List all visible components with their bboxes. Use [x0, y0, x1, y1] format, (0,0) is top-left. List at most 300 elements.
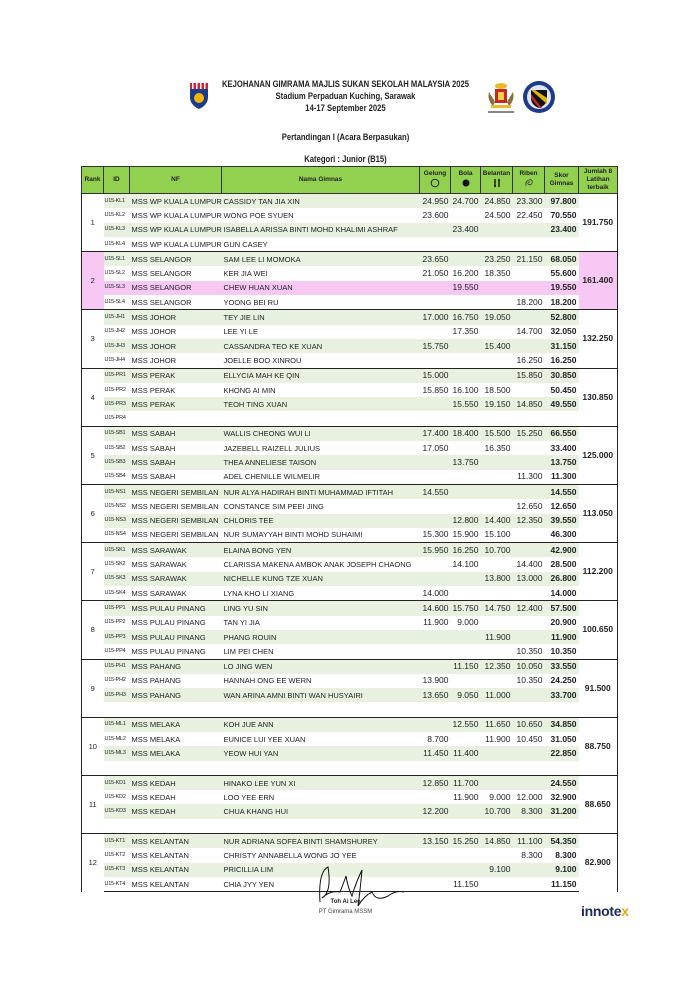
name-cell: SAM LEE LI MOMOKA: [222, 252, 420, 267]
bola-cell: 9.050: [451, 688, 481, 702]
skor-cell: 14.000: [545, 586, 579, 601]
riben-cell: [513, 863, 545, 877]
table-row: [82, 601, 618, 616]
skor-cell: 12.650: [550, 500, 577, 511]
signatory-role: PT Gimrama MSSM: [318, 909, 373, 915]
skor-cell: [545, 761, 579, 776]
ribbon-icon: [524, 178, 534, 188]
riben-cell: [513, 455, 545, 469]
belantan-cell: [481, 616, 513, 630]
col-header-bola: [451, 167, 481, 194]
ball-icon: [461, 178, 471, 188]
name-cell: GUN CASEY: [222, 237, 420, 252]
skor-cell: 33.400: [550, 442, 577, 453]
skor-cell: 34.850: [545, 717, 579, 732]
nf-cell: [130, 819, 222, 834]
table-row: [82, 761, 618, 776]
gelung-cell: [420, 877, 451, 892]
name-cell: ELLYCIA MAH KE QIN: [222, 368, 420, 383]
id-cell: [104, 819, 130, 834]
nf-cell: MSS PAHANG: [131, 676, 181, 686]
table-row: [82, 397, 618, 411]
id-cell: U15-KT4: [104, 877, 130, 892]
table-row: [82, 339, 618, 353]
belantan-cell: [481, 674, 513, 688]
belantan-label: Belantan: [482, 169, 511, 177]
name-cell: WALLIS CHEONG WUI LI: [222, 426, 420, 441]
skor-cell: 28.500: [550, 559, 577, 570]
table-row: [82, 586, 618, 601]
name-cell: YOONG BEI RU: [222, 295, 420, 310]
name-cell: ELAINA BONG YEN: [222, 543, 420, 558]
table-row: [82, 353, 618, 368]
riben-cell: 14.850: [513, 397, 545, 411]
riben-cell: 12.350: [513, 514, 545, 528]
gelung-cell: [420, 848, 451, 862]
bola-cell: [451, 804, 481, 818]
clubs-icon: [492, 178, 502, 188]
table-row: [82, 441, 618, 455]
table-row: [82, 688, 618, 702]
name-cell: [222, 761, 420, 776]
gelung-cell: [420, 790, 451, 804]
gelung-cell: 13.650: [420, 688, 451, 702]
id-cell: U15-SB4: [104, 470, 130, 485]
gelung-cell: [420, 514, 451, 528]
bola-cell: [451, 353, 481, 368]
nf-cell: MSS JOHOR: [130, 339, 222, 353]
gelung-cell: 15.300: [420, 528, 451, 543]
bola-cell: 23.400: [451, 223, 481, 237]
table-row: [82, 819, 618, 834]
id-cell: U15-KL4: [104, 237, 130, 252]
nf-cell: MSS KELANTAN: [130, 863, 222, 877]
table-row: [82, 368, 618, 383]
team-block: [82, 543, 618, 601]
nf-cell: MSS SELANGOR: [130, 252, 222, 267]
belantan-cell: [481, 470, 513, 485]
belantan-cell: [481, 484, 513, 499]
nf-cell: MSS JOHOR: [131, 327, 177, 337]
id-cell: U15-KD3: [104, 804, 130, 818]
skor-cell: [545, 237, 579, 252]
table-row: [82, 616, 618, 630]
belantan-cell: 19.150: [481, 397, 513, 411]
belantan-cell: 18.350: [484, 268, 511, 279]
bola-cell: 17.350: [452, 326, 479, 337]
table-row: [82, 543, 618, 558]
id-cell: U15-PH2: [104, 677, 126, 684]
bola-cell: 19.550: [451, 281, 481, 295]
name-cell: LING YU SIN: [222, 601, 420, 616]
team-total-cell: 88.750: [579, 717, 618, 775]
gelung-cell: [420, 411, 451, 426]
belantan-cell: 11.900: [485, 733, 511, 744]
id-cell: U15-JH1: [104, 310, 130, 325]
gelung-cell: [420, 353, 451, 368]
bola-cell: [451, 630, 481, 644]
bola-cell: [451, 295, 481, 310]
nf-cell: MSS PERAK: [130, 368, 222, 383]
team-block: [82, 717, 618, 775]
bola-cell: 11.150: [451, 877, 481, 892]
belantan-cell: 14.750: [481, 601, 513, 616]
riben-cell: 15.850: [513, 368, 545, 383]
riben-cell: 8.300: [513, 804, 545, 818]
skor-cell: 24.250: [550, 675, 577, 686]
id-cell: U15-SB1: [104, 426, 130, 441]
rank-cell: 7: [82, 543, 104, 601]
rank-cell: 8: [82, 601, 104, 659]
belantan-cell: 19.050: [481, 310, 513, 325]
gelung-cell: [420, 281, 451, 295]
gelung-cell: 14.000: [420, 586, 451, 601]
id-cell: U15-PR1: [104, 368, 130, 383]
riben-cell: 14.400: [516, 559, 543, 570]
bola-cell: [451, 761, 481, 776]
gelung-cell: [420, 223, 451, 237]
id-cell: U15-SL3: [104, 281, 130, 295]
skor-cell: 30.850: [545, 368, 579, 383]
id-cell: U15-PR3: [104, 397, 130, 411]
skor-cell: 33.550: [545, 659, 579, 674]
name-cell: TEOH TING XUAN: [222, 397, 420, 411]
skor-cell: 26.800: [545, 572, 579, 586]
riben-cell: 11.100: [513, 834, 545, 849]
nf-cell: MSS SABAH: [130, 470, 222, 485]
belantan-cell: [481, 746, 513, 760]
name-cell: JOELLE BOO XINROU: [222, 353, 420, 368]
skor-cell: 19.550: [545, 281, 579, 295]
riben-cell: [513, 266, 545, 280]
signatory-name: Toh Ai Lee: [330, 899, 361, 905]
nf-cell: MSS PULAU PINANG: [130, 644, 222, 659]
belantan-cell: [481, 455, 513, 469]
col-header-gelung: [420, 167, 451, 194]
table-row: [82, 484, 618, 499]
col-header-total: Jumlah 8 Latihan terbaik: [579, 167, 618, 194]
riben-cell: 16.250: [513, 353, 545, 368]
skor-cell: 32.050: [550, 326, 577, 337]
skor-cell: 16.250: [545, 353, 579, 368]
belantan-cell: 12.350: [481, 659, 513, 674]
nf-cell: MSS SARAWAK: [130, 586, 222, 601]
belantan-cell: 15.400: [481, 339, 513, 353]
gelung-cell: 12.850: [420, 775, 451, 790]
nf-cell: MSS WP KUALA LUMPUR: [130, 237, 222, 252]
id-cell: U15-PH3: [104, 688, 130, 702]
skor-cell: 24.550: [545, 775, 579, 790]
table-header-row: [82, 167, 618, 194]
nf-cell: MSS NEGERI SEMBILAN: [130, 528, 222, 543]
name-cell: CLARISSA MAKENA AMBOK ANAK JOSEPH CHAONG: [223, 560, 412, 570]
bola-cell: [451, 863, 481, 877]
id-cell: [104, 761, 130, 776]
brand-main-text: innote: [581, 903, 622, 919]
riben-cell: [513, 281, 545, 295]
skor-cell: 97.800: [545, 194, 579, 209]
gelung-cell: 8.700: [427, 733, 449, 744]
bola-cell: [451, 819, 481, 834]
name-cell: HANNAH ONG EE WERN: [223, 676, 312, 686]
id-cell: U15-KT1: [104, 834, 130, 849]
riben-cell: 10.350: [516, 675, 543, 686]
table-row: [82, 630, 618, 644]
table-row: [82, 848, 618, 862]
team-block: [82, 659, 618, 717]
id-cell: U15-JH3: [104, 339, 130, 353]
bola-cell: [451, 586, 481, 601]
table-row: [82, 411, 618, 426]
nf-cell: MSS NEGERI SEMBILAN: [131, 501, 219, 511]
team-block: [82, 368, 618, 426]
belantan-cell: 23.250: [481, 252, 513, 267]
name-cell: HINAKO LEE YUN XI: [222, 775, 420, 790]
riben-cell: [513, 586, 545, 601]
team-total-cell: 191.750: [579, 194, 618, 252]
skor-cell: 11.300: [545, 470, 579, 485]
nf-cell: MSS SELANGOR: [131, 269, 192, 279]
nf-cell: MSS MELAKA: [131, 734, 181, 744]
riben-cell: 10.650: [513, 717, 545, 732]
skor-cell: 23.400: [545, 223, 579, 237]
riben-cell: 13.000: [513, 572, 545, 586]
name-cell: KHONG AI MIN: [223, 385, 276, 395]
bola-cell: 15.900: [451, 528, 481, 543]
id-cell: U15-JH2: [104, 328, 125, 335]
bola-cell: [451, 339, 481, 353]
skor-cell: 18.200: [545, 295, 579, 310]
nf-cell: MSS SELANGOR: [130, 281, 222, 295]
belantan-cell: [481, 325, 513, 339]
belantan-cell: [481, 353, 513, 368]
skor-cell: 70.550: [550, 209, 577, 220]
id-cell: U15-SB2: [104, 444, 126, 451]
bola-cell: 11.700: [451, 775, 481, 790]
gelung-cell: [420, 659, 451, 674]
nf-cell: MSS PERAK: [131, 385, 176, 395]
nf-cell: MSS PAHANG: [130, 659, 222, 674]
gelung-cell: [420, 470, 451, 485]
name-cell: TEY JIE LIN: [222, 310, 420, 325]
team-block: [82, 252, 618, 310]
skor-cell: 8.300: [555, 850, 577, 860]
bola-cell: 24.700: [451, 194, 481, 209]
name-cell: THEA ANNELIESE TAISON: [222, 455, 420, 469]
table-row: [82, 237, 618, 252]
skor-cell: 54.350: [545, 834, 579, 849]
nf-cell: MSS KELANTAN: [130, 834, 222, 849]
bola-cell: [451, 441, 481, 455]
name-cell: WAN ARINA AMNI BINTI WAN HUSYAIRI: [222, 688, 420, 702]
nf-cell: MSS SARAWAK: [130, 572, 222, 586]
gelung-cell: 23.600: [422, 209, 449, 220]
nf-cell: MSS WP KUALA LUMPUR: [130, 223, 222, 237]
belantan-cell: [481, 368, 513, 383]
gelung-cell: 15.750: [420, 339, 451, 353]
skor-cell: 31.200: [545, 804, 579, 818]
id-cell: U15-PP4: [104, 644, 130, 659]
id-cell: U15-KL3: [104, 223, 130, 237]
riben-cell: [513, 383, 545, 397]
belantan-cell: 15.100: [481, 528, 513, 543]
rank-cell: 5: [82, 426, 104, 484]
riben-cell: [513, 761, 545, 776]
gelung-cell: [420, 819, 451, 834]
name-cell: ADEL CHENILLE WILMELIR: [222, 470, 420, 485]
riben-cell: 12.650: [516, 500, 543, 511]
id-cell: U15-SK1: [104, 543, 130, 558]
name-cell: CHLORIS TEE: [222, 514, 420, 528]
bola-cell: [451, 674, 481, 688]
belantan-cell: [481, 877, 513, 892]
table-row: [82, 194, 618, 209]
riben-cell: 12.000: [516, 791, 543, 802]
nf-cell: MSS KEDAH: [131, 792, 176, 802]
rank-cell: 10: [82, 717, 104, 775]
skor-cell: 20.900: [550, 617, 577, 628]
team-total-cell: 82.900: [579, 834, 618, 892]
gelung-cell: 17.050: [422, 442, 449, 453]
name-cell: TAN YI JIA: [223, 618, 260, 628]
bola-cell: 9.000: [457, 617, 479, 628]
rank-cell: 4: [82, 368, 104, 426]
team-total-cell: 113.050: [579, 484, 618, 542]
team-total-cell: 161.400: [579, 252, 618, 310]
rank-cell: 3: [82, 310, 104, 368]
belantan-cell: 24.500: [484, 209, 511, 220]
col-header-id: ID: [104, 167, 130, 194]
table-row: [82, 266, 618, 280]
id-cell: U15-SK3: [104, 572, 130, 586]
team-total-cell: 88.650: [579, 775, 618, 833]
name-cell: PRICILLIA LIM: [222, 863, 420, 877]
event-venue: Stadium Perpaduan Kuching, Sarawak: [275, 91, 416, 101]
bola-cell: 12.800: [451, 514, 481, 528]
nf-cell: MSS SARAWAK: [131, 560, 187, 570]
bola-cell: [451, 470, 481, 485]
belantan-cell: [481, 775, 513, 790]
riben-cell: 21.150: [513, 252, 545, 267]
belantan-cell: [481, 644, 513, 659]
hoop-icon: [430, 178, 440, 188]
riben-cell: [513, 702, 545, 717]
table-row: [82, 572, 618, 586]
bola-cell: 13.750: [451, 455, 481, 469]
nf-cell: MSS PERAK: [130, 397, 222, 411]
bola-cell: 16.250: [451, 543, 481, 558]
name-cell: NUR SUMAYYAH BINTI MOHD SUHAIMI: [222, 528, 420, 543]
bola-cell: [451, 368, 481, 383]
id-cell: U15-SL4: [104, 295, 130, 310]
table-row: [82, 281, 618, 295]
riben-cell: 10.450: [516, 733, 543, 744]
riben-cell: [513, 484, 545, 499]
belantan-cell: [481, 848, 513, 862]
nf-cell: MSS JOHOR: [130, 353, 222, 368]
gelung-cell: 21.050: [422, 268, 449, 279]
name-cell: WONG POE SYUEN: [223, 210, 294, 220]
team-block: [82, 484, 618, 542]
skor-cell: 55.600: [550, 268, 577, 279]
bola-cell: 11.400: [451, 746, 481, 760]
table-row: [82, 674, 618, 688]
name-cell: LYNA KHO LI XIANG: [222, 586, 420, 601]
skor-cell: 9.100: [545, 863, 579, 877]
gelung-cell: 15.000: [420, 368, 451, 383]
bola-cell: 16.100: [452, 384, 479, 395]
name-cell: CONSTANCE SIM PEEI JING: [223, 501, 324, 511]
bola-cell: [451, 237, 481, 252]
gelung-cell: [420, 572, 451, 586]
belantan-cell: 15.500: [481, 426, 513, 441]
category-title: Kategori : Junior (B15): [304, 154, 387, 164]
belantan-cell: 14.850: [481, 834, 513, 849]
col-header-skor: Skor Gimnas: [545, 167, 579, 194]
table-row: [82, 455, 618, 469]
belantan-cell: [481, 819, 513, 834]
name-cell: CHIA JYY YEN: [222, 877, 420, 892]
table-row: [82, 702, 618, 717]
id-cell: U15-PH1: [104, 659, 130, 674]
gelung-cell: 11.900: [423, 617, 449, 628]
id-cell: U15-SL2: [104, 270, 125, 277]
bola-cell: [451, 572, 481, 586]
belantan-cell: [481, 295, 513, 310]
team-block: [82, 194, 618, 252]
team-total-cell: 130.850: [579, 368, 618, 426]
riben-cell: [513, 688, 545, 702]
gelung-cell: [420, 717, 451, 732]
team-total-cell: 91.500: [579, 659, 618, 717]
gelung-cell: 17.400: [420, 426, 451, 441]
skor-cell: 13.750: [545, 455, 579, 469]
nf-cell: MSS NEGERI SEMBILAN: [130, 514, 222, 528]
id-cell: U15-ML1: [104, 717, 130, 732]
belantan-cell: 10.700: [481, 804, 513, 818]
gelung-cell: [420, 499, 451, 513]
gelung-cell: 13.900: [422, 675, 449, 686]
belantan-cell: [481, 702, 513, 717]
riben-cell: 10.350: [513, 644, 545, 659]
nf-cell: [130, 411, 222, 426]
col-header-riben: [513, 167, 545, 194]
id-cell: U15-NS2: [104, 502, 126, 509]
bola-cell: [451, 252, 481, 267]
id-cell: U15-NS1: [104, 484, 130, 499]
skor-cell: 11.900: [545, 630, 579, 644]
nf-cell: MSS SARAWAK: [130, 543, 222, 558]
results-table: [81, 166, 618, 892]
gelung-cell: 23.650: [420, 252, 451, 267]
bola-cell: 15.250: [451, 834, 481, 849]
belantan-cell: [481, 281, 513, 295]
riben-cell: 14.700: [516, 326, 543, 337]
table-row: [82, 426, 618, 441]
skor-cell: 66.550: [545, 426, 579, 441]
belantan-cell: [481, 237, 513, 252]
bola-cell: 11.900: [453, 791, 479, 802]
belantan-cell: 10.700: [481, 543, 513, 558]
col-header-name: Nama Gimnas: [222, 167, 420, 194]
belantan-cell: 14.400: [481, 514, 513, 528]
table-row: [82, 470, 618, 485]
riben-cell: 10.050: [513, 659, 545, 674]
nf-cell: MSS KEDAH: [130, 804, 222, 818]
rank-cell: 12: [82, 834, 104, 892]
nf-cell: MSS KELANTAN: [131, 851, 189, 860]
riben-cell: [513, 775, 545, 790]
